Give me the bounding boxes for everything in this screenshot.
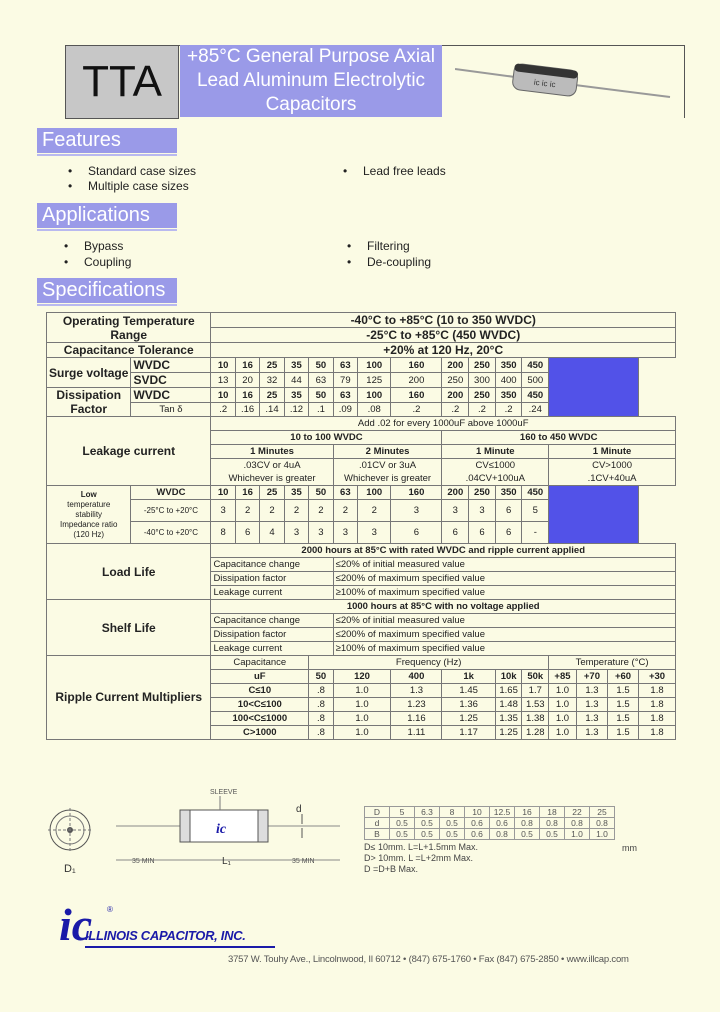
df-label: Dissipation Factor [47,388,131,417]
lowtemp-label-line: temperature [67,499,111,509]
ripple-cell: 1.65 [495,684,522,698]
ripple-cell: 1.8 [639,726,676,740]
ripple-cell: 1.3 [576,726,607,740]
leakage-formula: CV≤1000 [442,459,549,473]
specifications-table [46,312,676,740]
ripple-temp: +85 [549,670,577,684]
ripple-freq: 120 [333,670,391,684]
ripple-cell: 1.35 [495,712,522,726]
surge-wvdc-label: WVDC [131,358,211,373]
capacitor-image [455,55,675,105]
cap-tol-label: Capacitance Tolerance [47,343,211,358]
dim-cell: 16 [515,807,540,818]
header-right-border [684,45,685,118]
ripple-cell: 1.7 [522,684,549,698]
ripple-cell: 1.3 [576,712,607,726]
df-wvdc-cell: 250 [469,388,496,403]
dim-cell: 12.5 [490,807,515,818]
dim-cell: 0.8 [565,818,590,829]
ripple-cell: 1.8 [639,712,676,726]
lowtemp-wvdc-cell: 50 [309,486,333,500]
op-temp-value-1: -40°C to +85°C (10 to 350 WVDC) [211,313,676,328]
shelflife-value: ≥100% of maximum specified value [333,642,675,656]
leakage-time: 2 Minutes [333,445,442,459]
surge-wvdc-cell: 50 [309,358,333,373]
ic-logo-small: ic [216,822,227,837]
min-right-label: 35 MIN [292,858,315,865]
lowtemp-wvdc-cell: 450 [522,486,549,500]
dim-cell: 6.3 [415,807,440,818]
title-line-3: Capacitors [265,94,357,115]
ripple-cell: 1.11 [391,726,442,740]
df-tan-cell: .12 [284,403,308,417]
lowtemp-cell: 2 [333,500,357,522]
ripple-cell: .8 [309,712,333,726]
application-item: • Filtering [367,239,410,253]
ripple-cell: .8 [309,726,333,740]
surge-svdc-cell: 125 [358,373,391,388]
ripple-freq-label: Frequency (Hz) [309,656,549,670]
lowtemp-cell: 2 [309,500,333,522]
page-title [180,45,442,117]
ripple-cell: 1.5 [607,712,638,726]
leakage-time: 1 Minute [549,445,676,459]
surge-svdc-cell: 500 [522,373,549,388]
surge-svdc-cell: 400 [495,373,522,388]
ripple-cell: 1.3 [391,684,442,698]
ripple-cell: 1.5 [607,684,638,698]
lowtemp-label-line: stability [75,509,103,519]
leakage-formula: .03CV or 4uA [211,459,333,473]
df-tan-cell: .1 [309,403,333,417]
svg-text:ic ic ic: ic ic ic [533,77,557,90]
feature-item: • Lead free leads [363,164,446,178]
leakage-formula: .04CV+100uA [442,472,549,486]
df-wvdc-cell: 160 [391,388,442,403]
ripple-cell: 1.0 [549,684,577,698]
op-temp-row [47,313,676,328]
ripple-freq: 50k [522,670,549,684]
surge-label: Surge voltage [47,358,131,388]
lowtemp-label-line: Low [80,489,97,499]
lowtemp-cell: 6 [469,522,496,544]
dim-cell: 0.6 [465,818,490,829]
lowtemp-row-label: -40°C to +20°C [131,522,211,544]
df-tan-cell: .2 [495,403,522,417]
surge-svdc-cell: 250 [442,373,469,388]
lowtemp-cell: 3 [358,522,391,544]
loadlife-header-row [47,544,676,558]
title-line-1: +85°C General Purpose Axial [187,46,435,67]
lowtemp-cell: 4 [260,522,284,544]
shelflife-header: 1000 hours at 85°C with no voltage applied [211,600,676,614]
df-tan-cell: .08 [358,403,391,417]
loadlife-label: Load Life [47,544,211,600]
op-temp-label: Operating Temperature Range [47,313,211,343]
op-temp-value-2: -25°C to +85°C (450 WVDC) [211,328,676,343]
ripple-cell: 1.5 [607,726,638,740]
surge-wvdc-cell: 25 [260,358,284,373]
ripple-cell: 1.45 [442,684,495,698]
ripple-cell: 1.0 [333,684,391,698]
surge-wvdc-cell: 16 [235,358,259,373]
cap-tol-value: +20% at 120 Hz, 20°C [211,343,676,358]
dim-cell: 5 [390,807,415,818]
dim-cell: 0.8 [490,829,515,840]
ripple-cell: 1.28 [522,726,549,740]
leakage-formula: CV>1000 [549,459,676,473]
surge-wvdc-cell: 35 [284,358,308,373]
lowtemp-wvdc-cell: 200 [442,486,469,500]
ripple-cell: 1.23 [391,698,442,712]
dim-cell: 0.6 [465,829,490,840]
ripple-freq: 1k [442,670,495,684]
leakage-time: 1 Minute [442,445,549,459]
lowtemp-cell: 2 [235,500,259,522]
ripple-cell: 1.0 [549,712,577,726]
df-note: Add .02 for every 1000uF above 1000uF [211,417,676,431]
application-item: • Coupling [84,255,131,269]
lowtemp-cell: 3 [333,522,357,544]
shelflife-header-row [47,600,676,614]
surge-wvdc-cell: 450 [522,358,549,373]
dimension-drawing [40,784,360,880]
lowtemp-cell: 2 [284,500,308,522]
company-underline [85,946,275,948]
shelflife-param: Capacitance change [211,614,333,628]
ripple-cell: 1.48 [495,698,522,712]
ripple-temp: +60 [607,670,638,684]
dim-cell: d [365,818,390,829]
d1-label: D₁ [64,863,76,875]
dim-cell: 0.5 [415,829,440,840]
dim-cell: 0.5 [440,829,465,840]
shelflife-value: ≤20% of initial measured value [333,614,675,628]
surge-svdc-cell: 32 [260,373,284,388]
df-tan-cell: .09 [333,403,357,417]
dim-cell: 0.5 [440,818,465,829]
lowtemp-wvdc-cell: 250 [469,486,496,500]
loadlife-value: ≤20% of initial measured value [333,558,675,572]
dim-cell: 0.8 [515,818,540,829]
ripple-cell: 1.5 [607,698,638,712]
surge-wvdc-row [47,358,676,373]
df-tan-cell: .2 [469,403,496,417]
lowtemp-cell: 3 [391,500,442,522]
lowtemp-wvdc-cell: 160 [391,486,442,500]
lowtemp-label-line: (120 Hz) [73,529,105,539]
leakage-range-2: 160 to 450 WVDC [442,431,676,445]
application-item: • De-coupling [367,255,431,269]
lowtemp-cell: 3 [442,500,469,522]
dim-cell: 0.8 [590,818,615,829]
loadlife-param: Leakage current [211,586,333,600]
loadlife-param: Capacitance change [211,558,333,572]
d-label: d [296,804,302,815]
df-tan-cell: .2 [391,403,442,417]
surge-svdc-cell: 63 [309,373,333,388]
ripple-cap: C>1000 [211,726,309,740]
dim-row [365,818,615,829]
df-wvdc-cell: 10 [211,388,235,403]
lowtemp-cell: 6 [495,500,522,522]
dim-cell: B [365,829,390,840]
leakage-formula: .1CV+40uA [549,472,676,486]
shelflife-param: Dissipation factor [211,628,333,642]
surge-wvdc-cell: 63 [333,358,357,373]
ripple-freq: 50 [309,670,333,684]
ripple-cell: .8 [309,684,333,698]
blue-fill-block [549,358,639,417]
df-wvdc-cell: 25 [260,388,284,403]
ripple-cell: 1.0 [549,698,577,712]
surge-svdc-cell: 13 [211,373,235,388]
shelflife-value: ≤200% of maximum specified value [333,628,675,642]
ripple-cell: 1.3 [576,698,607,712]
loadlife-header: 2000 hours at 85°C with rated WVDC and ripple current applied [211,544,676,558]
ripple-cell: 1.38 [522,712,549,726]
loadlife-param: Dissipation factor [211,572,333,586]
applications-underline [37,229,177,231]
ripple-cell: 1.25 [442,712,495,726]
feature-item: • Standard case sizes [88,164,196,178]
application-item: • Bypass [84,239,123,253]
l1-label: L₁ [222,856,231,867]
leakage-formula: Whichever is greater [333,472,442,486]
dimension-table [364,806,615,840]
df-tan-cell: .2 [442,403,469,417]
lowtemp-row-label: -25°C to +20°C [131,500,211,522]
ripple-cell: 1.3 [576,684,607,698]
loadlife-value: ≤200% of maximum specified value [333,572,675,586]
dim-note: D =D+B Max. [364,864,419,874]
cap-tol-row [47,343,676,358]
dim-cell: 0.5 [390,818,415,829]
surge-wvdc-cell: 200 [442,358,469,373]
ripple-unit: uF [211,670,309,684]
lowtemp-cell: 3 [469,500,496,522]
leakage-range-1: 10 to 100 WVDC [211,431,442,445]
surge-svdc-cell: 200 [391,373,442,388]
lowtemp-cell: - [522,522,549,544]
dim-cell: 8 [440,807,465,818]
dim-cell: 22 [565,807,590,818]
surge-svdc-label: SVDC [131,373,211,388]
df-wvdc-cell: 35 [284,388,308,403]
dim-row [365,829,615,840]
ripple-cell: 1.16 [391,712,442,726]
leakage-time: 1 Minutes [211,445,333,459]
ripple-cell: 1.53 [522,698,549,712]
leakage-row-note [47,417,676,431]
df-tan-cell: .2 [211,403,235,417]
lowtemp-cell: 3 [284,522,308,544]
title-line-2: Lead Aluminum Electrolytic [196,70,426,91]
dim-cell: 0.5 [515,829,540,840]
ripple-freq: 400 [391,670,442,684]
ripple-temp: +30 [639,670,676,684]
lowtemp-wvdc-cell: 16 [235,486,259,500]
dim-cell: 0.6 [490,818,515,829]
ripple-temp: +70 [576,670,607,684]
sleeve-label: SLEEVE [210,789,238,796]
surge-wvdc-cell: 100 [358,358,391,373]
svg-text:ic: ic [59,900,93,946]
lowtemp-cell: 6 [495,522,522,544]
company-address: 3757 W. Touhy Ave., Lincolnwood, Il 60712 • (847) 675-1760 • Fax (847) 675-2850 • www.illcap.com [228,954,629,965]
ripple-cap: 100<C≤1000 [211,712,309,726]
specifications-underline [37,304,177,306]
ripple-cap-label: Capacitance [211,656,309,670]
leakage-label: Leakage current [47,417,211,486]
dim-row [365,807,615,818]
ripple-cell: 1.36 [442,698,495,712]
dim-cell: 0.8 [540,818,565,829]
ripple-cell: 1.8 [639,684,676,698]
lowtemp-cell: 3 [211,500,235,522]
lowtemp-label [47,486,131,544]
dim-cell: 0.5 [390,829,415,840]
surge-svdc-cell: 44 [284,373,308,388]
lowtemp-cell: 5 [522,500,549,522]
lowtemp-cell: 6 [442,522,469,544]
ripple-freq: 10k [495,670,522,684]
leakage-formula: Whichever is greater [211,472,333,486]
dim-cell: 1.0 [590,829,615,840]
lowtemp-cell: 8 [211,522,235,544]
lowtemp-wvdc-cell: 25 [260,486,284,500]
ripple-temp-label: Temperature (°C) [549,656,676,670]
dim-cell: 0.5 [415,818,440,829]
surge-svdc-cell: 79 [333,373,357,388]
ripple-cap: C≤10 [211,684,309,698]
ripple-cell: 1.0 [333,712,391,726]
ripple-cap: 10<C≤100 [211,698,309,712]
ripple-cell: 1.25 [495,726,522,740]
lowtemp-cell: 6 [235,522,259,544]
features-heading: Features [37,128,177,153]
ripple-cell: 1.17 [442,726,495,740]
dim-cell: 25 [590,807,615,818]
dim-cell: D [365,807,390,818]
ripple-cell: 1.8 [639,698,676,712]
ripple-cell: 1.0 [333,726,391,740]
shelflife-param: Leakage current [211,642,333,656]
ripple-cell: .8 [309,698,333,712]
feature-item: • Multiple case sizes [88,179,189,193]
lowtemp-wvdc-cell: 35 [284,486,308,500]
surge-wvdc-cell: 160 [391,358,442,373]
dim-cell: 1.0 [565,829,590,840]
df-wvdc-cell: 450 [522,388,549,403]
ripple-header-row [47,656,676,670]
lowtemp-cell: 6 [391,522,442,544]
df-wvdc-cell: 350 [495,388,522,403]
leakage-formula: .01CV or 3uA [333,459,442,473]
lowtemp-wvdc-cell: 350 [495,486,522,500]
df-wvdc-label: WVDC [131,388,211,403]
dim-cell: 18 [540,807,565,818]
model-name: TTA [65,45,179,119]
loadlife-value: ≥100% of maximum specified value [333,586,675,600]
ripple-label: Ripple Current Multipliers [47,656,211,740]
surge-svdc-cell: 300 [469,373,496,388]
surge-wvdc-cell: 250 [469,358,496,373]
ripple-cell: 1.0 [333,698,391,712]
ripple-cell: 1.0 [549,726,577,740]
applications-heading: Applications [37,203,177,228]
dim-unit: mm [622,843,637,853]
lowtemp-wvdc-cell: 63 [333,486,357,500]
lowtemp-label-line: Impedance ratio [60,519,118,529]
df-wvdc-cell: 16 [235,388,259,403]
surge-svdc-cell: 20 [235,373,259,388]
specifications-heading: Specifications [37,278,177,303]
df-tan-cell: .14 [260,403,284,417]
dim-cell: 0.5 [540,829,565,840]
blue-fill-block [549,486,639,544]
svg-text:®: ® [107,905,113,914]
dim-cell: 10 [465,807,490,818]
shelflife-label: Shelf Life [47,600,211,656]
df-tan-cell: .16 [235,403,259,417]
dim-note: D> 10mm. L =L+2mm Max. [364,853,473,863]
df-tan-label: Tan δ [131,403,211,417]
df-wvdc-cell: 100 [358,388,391,403]
lowtemp-wvdc-row [47,486,676,500]
lowtemp-wvdc-cell: 10 [211,486,235,500]
dim-note: D≤ 10mm. L=L+1.5mm Max. [364,842,478,852]
min-left-label: 35 MIN [132,858,155,865]
lowtemp-cell: 2 [260,500,284,522]
lowtemp-cell: 2 [358,500,391,522]
df-wvdc-cell: 50 [309,388,333,403]
df-wvdc-cell: 63 [333,388,357,403]
df-wvdc-cell: 200 [442,388,469,403]
surge-wvdc-cell: 10 [211,358,235,373]
company-name: ILLINOIS CAPACITOR, INC. [85,928,246,943]
df-tan-cell: .24 [522,403,549,417]
features-underline [37,154,177,156]
lowtemp-wvdc-label: WVDC [131,486,211,500]
lowtemp-cell: 3 [309,522,333,544]
surge-wvdc-cell: 350 [495,358,522,373]
lowtemp-wvdc-cell: 100 [358,486,391,500]
